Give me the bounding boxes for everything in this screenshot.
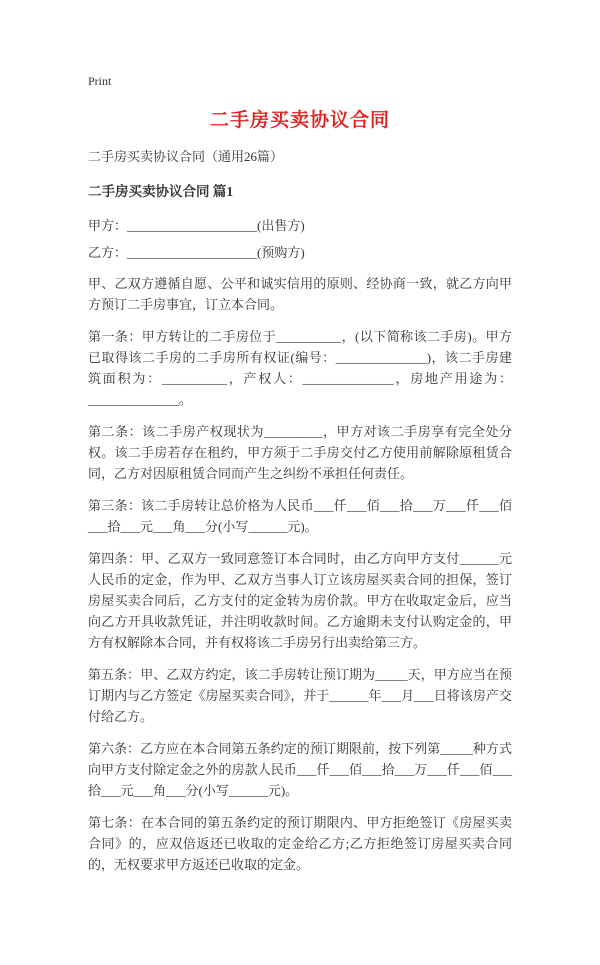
contract-paragraph-article-7: 第七条：在本合同的第五条约定的预订期限内、甲方拒绝签订《房屋买卖合同》的，应双倍返还已收取的定金给乙方;乙方拒绝签订房屋买卖合同的，无权要求甲方返还已收取的定金。 [88,815,512,872]
party-a-line: 甲方：____________________(出售方) [88,218,305,233]
contract-paragraph-article-3: 第三条：该二手房转让总价格为人民币___仟___佰___拾___万___仟___佰___拾___元___角___分(小写______元)。 [88,498,512,534]
contract-paragraph-intro: 甲、乙双方遵循自愿、公平和诚实信用的原则、经协商一致，就乙方向甲方预订二手房事宜，订立本合同。 [88,276,512,312]
print-link[interactable]: Print [88,74,112,88]
contract-paragraph-article-4: 第四条：甲、乙双方一致同意签订本合同时，由乙方向甲方支付______元人民币的定金，作为甲、乙双方当事人订立该房屋买卖合同的担保，签订房屋买卖合同后，乙方支付的定金转为房价款。甲方在收取定金后，应当向乙方开具收款凭证，并注明收款时间。乙方逾期未支付认购定金的，甲方有权解除本合同，并有权将该二手房另行出卖给第三方。 [88,551,512,650]
document-subtitle: 二手房买卖协议合同（通用26篇） [88,149,284,164]
contract-paragraph-article-1: 第一条：甲方转让的二手房位于__________，(以下简称该二手房)。甲方已取得该二手房的二手房所有权证(编号：______________)，该二手房建筑面积为：__________，产权人：______________，房地产用途为：______________。 [88,329,512,407]
section-heading: 二手房买卖协议合同 篇1 [88,184,234,199]
contract-paragraph-article-5: 第五条：甲、乙双方约定，该二手房转让预订期为_____天，甲方应当在预订期内与乙方签定《房屋买卖合同》，并于______年___月___日将该房产交付给乙方。 [88,667,512,724]
contract-paragraph-article-6: 第六条：乙方应在本合同第五条约定的预订期限前，按下列第_____种方式向甲方支付除定金之外的房款人民币___仟___佰___拾___万___仟___佰___拾___元___角___分(小写______元)。 [88,741,512,798]
page-title: 二手房买卖协议合同 [209,110,390,131]
party-b-line: 乙方：____________________(预购方) [88,245,305,260]
contract-paragraph-article-2: 第二条：该二手房产权现状为_________，甲方对该二手房享有完全处分权。该二手房若存在租约，甲方须于二手房交付乙方使用前解除原租赁合同，乙方对因原租赁合同而产生之纠纷不承担任何责任。 [88,424,512,481]
